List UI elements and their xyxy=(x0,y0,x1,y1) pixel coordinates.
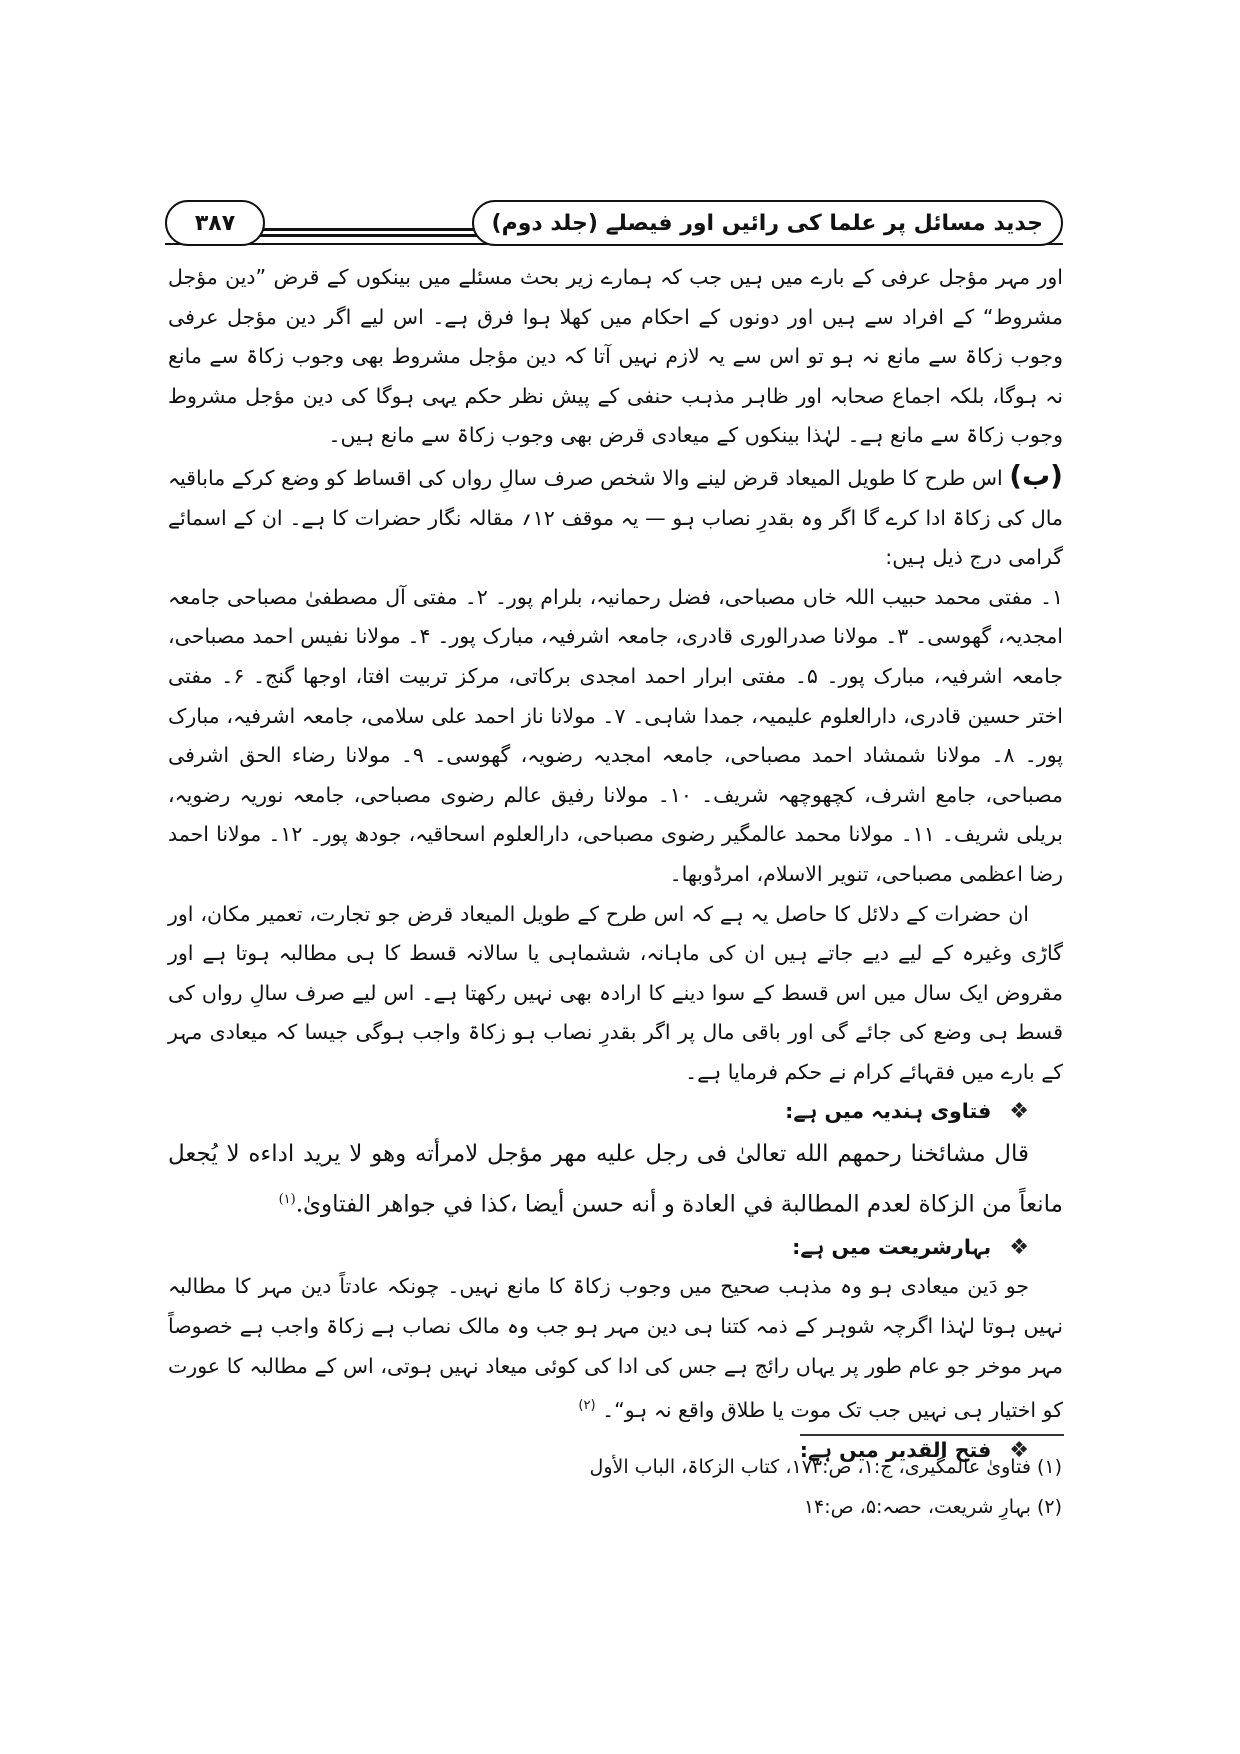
section-marker: (ب) xyxy=(1009,458,1063,492)
page-number: ۳۸۷ xyxy=(165,200,265,246)
paragraph-2 xyxy=(168,456,1063,578)
arabic-quote-text: قال مشائخنا رحمهم الله تعالىٰ فی رجل علیه مهر مؤجل لامرأته وهو لا یرید اداءه لا یُجعل مانعاً من الزكاة لعدم المطالبة في العادة و أنه حسن أیضا ،كذا في جواهر الفتاویٰ. xyxy=(168,1141,1063,1218)
ornament-bullet-icon: ❖ xyxy=(1009,1234,1029,1260)
source-heading-3-text: فتح القدیر میں ہے: xyxy=(799,1437,992,1462)
ornament-bullet-icon: ❖ xyxy=(1009,1099,1029,1125)
paragraph-2-text: اس طرح کا طویل المیعاد قرض لینے والا شخص صرف سالِ رواں کی اقساط کو وضع کرکے ماباقیہ مال کی زکاۃ ادا کرے گا اگر وہ بقدرِ نصاب ہو — یہ موقف ۱۲؍ مقالہ نگار حضرات کا ہے۔ ان کے اسمائے گرامی درج ذیل ہیں: xyxy=(168,465,1063,570)
footnote-ref-1[interactable]: (۱) xyxy=(278,1192,296,1208)
footnotes xyxy=(500,1447,1062,1527)
bahar-quote xyxy=(168,1267,1063,1430)
bahar-quote-text: جو دَین میعادی ہو وہ مذہب صحیح میں وجوب زکاۃ کا مانع نہیں۔ چونکہ عادتاً دین مہر کا مطالبہ نہیں ہوتا لہٰذا اگرچہ شوہر کے ذمہ کتنا ہی دین مہر ہو جب وہ مالک نصاب ہے زکاۃ واجب ہے خصوصاً مہر موخر جو عام طور پر یہاں رائج ہے جس کی ادا کی کوئی میعاد نہیں ہوتی، اس کے مطالبہ کا عورت کو اختیار ہی نہیں جب تک موت یا طلاق واقع نہ ہو“۔ xyxy=(168,1274,1063,1422)
page-header xyxy=(165,200,1063,252)
source-heading-2 xyxy=(168,1228,1063,1268)
paragraph-1: اور مہر مؤجل عرفی کے بارے میں ہیں جب کہ ہمارے زیر بحث مسئلے میں بینکوں کے قرض ”دین مؤجل مشروط“ کے افراد سے ہیں اور دونوں کے احکام میں کھلا ہوا فرق ہے۔ اس لیے اگر دین مؤجل عرفی وجوب زکاۃ سے مانع نہ ہو تو اس سے یہ لازم نہیں آتا کہ دین مؤجل مشروط بھی وجوب زکاۃ سے مانع نہ ہوگا، بلکہ اجماع صحابہ اور ظاہر مذہب حنفی کے پیش نظر حکم یہی ہوگا کی دین مؤجل مشروط وجوب زکاۃ سے مانع ہے۔ لہٰذا بینکوں کے میعادی قرض بھی وجوب زکاۃ سے مانع ہیں۔ xyxy=(168,265,1063,448)
main-text xyxy=(168,258,1063,1470)
source-heading-1 xyxy=(168,1092,1063,1132)
footnote-2: (۲) بہارِ شریعت، حصہ:۵، ص:۱۴ xyxy=(803,1496,1062,1518)
source-heading-2-text: بہارشریعت میں ہے: xyxy=(792,1234,992,1259)
book-title: جدید مسائل پر علما کی رائیں اور فیصلے (جلد دوم) xyxy=(472,200,1063,246)
footnote-ref-2[interactable]: (۲) xyxy=(578,1398,596,1414)
footnote-divider xyxy=(800,1434,1064,1436)
arabic-quote xyxy=(168,1132,1063,1228)
footnote-1: (۱) فتاویٰ عالمگیری، ج:۱، ص:۱۷۳، کتاب الزکاۃ، الباب الأول xyxy=(589,1456,1062,1478)
scholars-list: ۱۔ مفتی محمد حبیب اللہ خاں مصباحی، فضل رحمانیہ، بلرام پور۔ ۲۔ مفتی آل مصطفیٰ مصباحی جامعہ امجدیہ، گھوسی۔ ۳۔ مولانا صدرالوری قادری، جامعہ اشرفیہ، مبارک پور۔ ۴۔ مولانا نفیس احمد مصباحی، جامعہ اشرفیہ، مبارک پور۔ ۵۔ مفتی ابرار احمد امجدی برکاتی، مرکز تربیت افتا، اوجھا گنج۔ ۶۔ مفتی اختر حسین قادری، دارالعلوم علیمیہ، جمدا شاہی۔ ۷۔ مولانا ناز احمد علی سلامی، جامعہ اشرفیہ، مبارک پور۔ ۸۔ مولانا شمشاد احمد مصباحی، جامعہ امجدیہ رضویہ، گھوسی۔ ۹۔ مولانا رضاء الحق اشرفی مصباحی، جامع اشرف، کچھوچھہ شریف۔ ۱۰۔ مولانا رفیق عالم رضوی مصباحی، جامعہ نوریہ رضویہ، بریلی شریف۔ ۱۱۔ مولانا محمد عالمگیر رضوی مصباحی، دارالعلوم اسحاقیہ، جودھ پور۔ ۱۲۔ مولانا احمد رضا اعظمی مصباحی، تنویر الاسلام، امرڈوبھا۔ xyxy=(168,584,1064,886)
ornament-bullet-icon: ❖ xyxy=(1009,1437,1029,1463)
source-heading-1-text: فتاوی ہندیہ میں ہے: xyxy=(785,1099,992,1124)
paragraph-4: ان حضرات کے دلائل کا حاصل یہ ہے کہ اس طرح کے طویل المیعاد قرض جو تجارت، تعمیر مکان، اور گاڑی وغیرہ کے لیے دیے جاتے ہیں ان کی ماہانہ، ششماہی یا سالانہ قسط کا ہی مطالبہ ہوتا ہے اور مقروض ایک سال میں اس قسط کے سوا دینے کا ارادہ بھی نہیں رکھتا ہے۔ اس لیے صرف سالِ رواں کی قسط ہی وضع کی جائے گی اور باقی مال پر اگر بقدرِ نصاب ہو زکاۃ واجب ہوگی جیسا کہ میعادی مہر کے بارے میں فقہائے کرام نے حکم فرمایا ہے۔ xyxy=(168,901,1063,1084)
